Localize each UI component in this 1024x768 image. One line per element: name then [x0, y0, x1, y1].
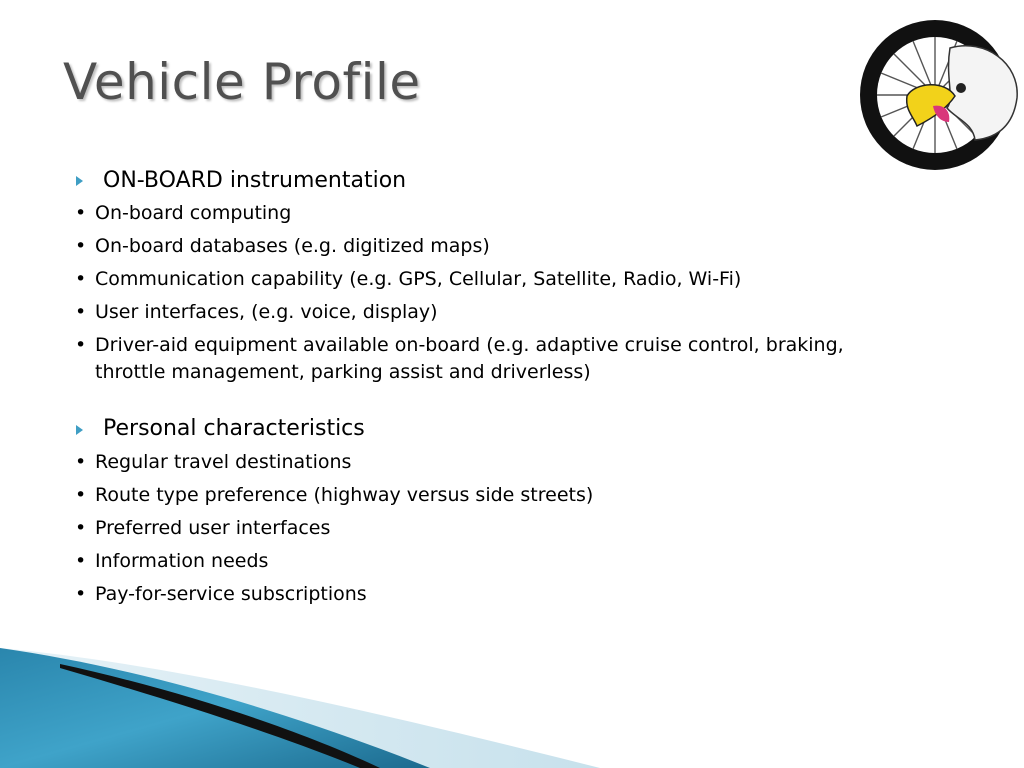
list-item — [75, 548, 915, 575]
list-item — [75, 332, 915, 386]
bullet-dot: • — [75, 549, 87, 572]
list-item — [75, 581, 915, 608]
list-item — [75, 482, 915, 509]
bullet-dot: • — [75, 450, 87, 473]
bullet-dot: • — [75, 202, 87, 225]
list-item — [75, 449, 915, 476]
onboard-bullet-list — [75, 200, 915, 386]
list-item-text: Pay-for-service subscriptions — [95, 582, 367, 605]
list-item-text: Regular travel destinations — [95, 450, 352, 473]
list-item-text: On-board databases (e.g. digitized maps) — [95, 235, 490, 258]
list-item — [75, 299, 915, 326]
wave-black-band — [60, 664, 380, 768]
list-item-text: Route type preference (highway versus side streets) — [95, 483, 594, 506]
slide-content — [75, 168, 915, 614]
personal-bullet-list — [75, 449, 915, 608]
list-item — [75, 233, 915, 260]
list-item — [75, 515, 915, 542]
wave-light-band — [0, 648, 600, 768]
bullet-dot: • — [75, 301, 87, 324]
eagle-wheel-emblem-icon — [855, 18, 1020, 173]
list-item-text: Communication capability (e.g. GPS, Cellular, Satellite, Radio, Wi-Fi) — [95, 268, 742, 291]
section-heading-label: ON-BOARD instrumentation — [103, 168, 407, 193]
list-item-text: Preferred user interfaces — [95, 516, 331, 539]
triangle-bullet-icon — [76, 176, 83, 186]
bullet-dot: • — [75, 483, 87, 506]
list-item-text: User interfaces, (e.g. voice, display) — [95, 301, 438, 324]
bullet-dot: • — [75, 334, 87, 357]
list-item-text: On-board computing — [95, 202, 292, 225]
bullet-dot: • — [75, 268, 87, 291]
wave-blue-band — [0, 648, 430, 768]
list-item-text: Driver-aid equipment available on-board (e.g. adaptive cruise control, braking, throttle management, parking assist and driverless) — [95, 334, 844, 384]
section-heading-label: Personal characteristics — [103, 416, 365, 442]
slide-title: Vehicle Profile — [63, 53, 421, 111]
list-item — [75, 200, 915, 227]
bullet-dot: • — [75, 516, 87, 539]
triangle-bullet-icon — [76, 425, 83, 435]
bullet-dot: • — [75, 582, 87, 605]
bullet-dot: • — [75, 235, 87, 258]
section-heading-onboard — [75, 168, 915, 194]
section-heading-personal — [75, 416, 915, 442]
list-item-text: Information needs — [95, 549, 269, 572]
list-item — [75, 266, 915, 293]
